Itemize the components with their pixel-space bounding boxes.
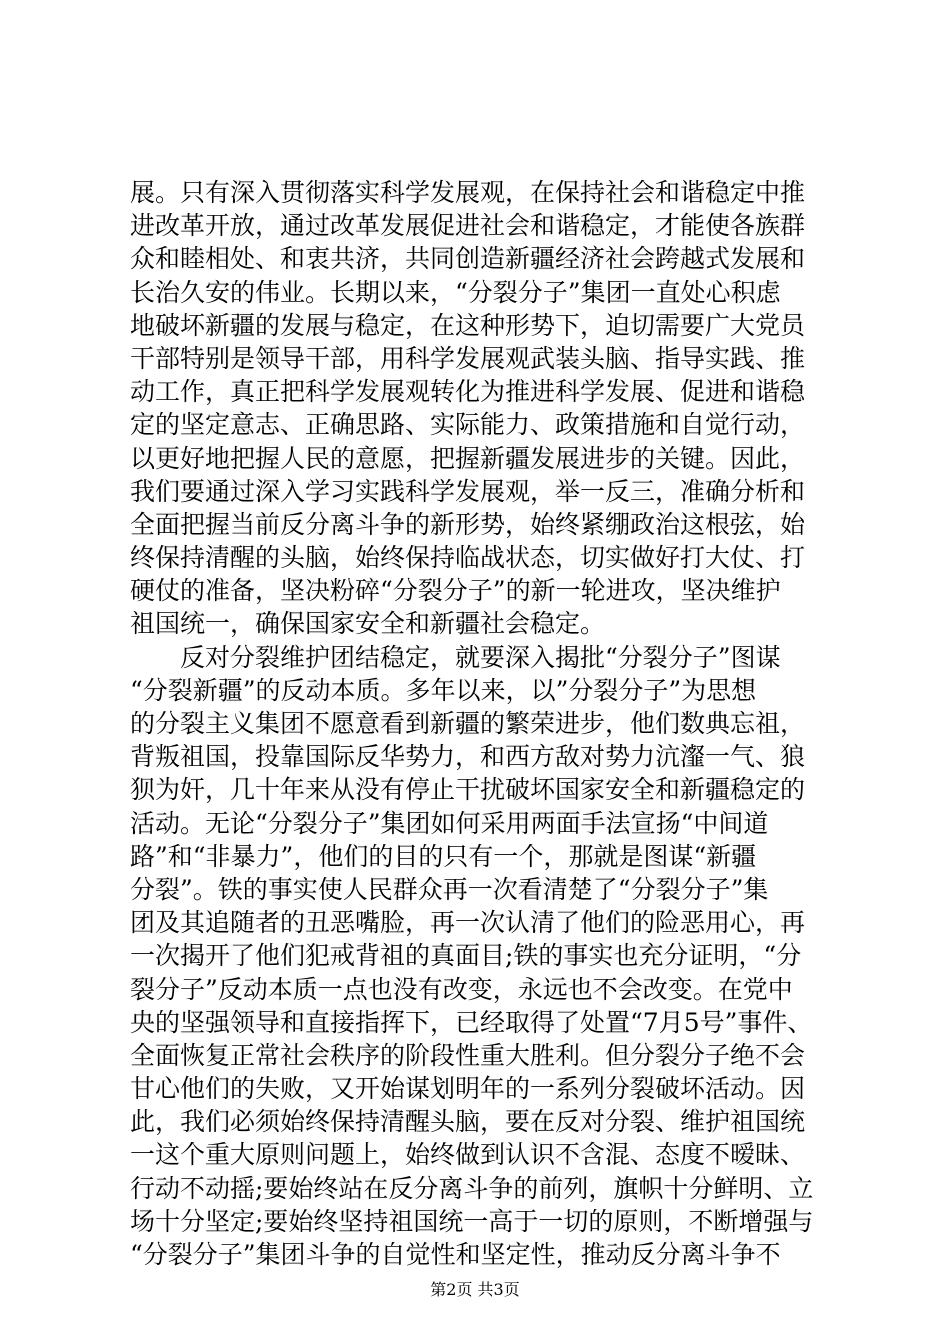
text-line: 甘心他们的失败，又开始谋划明年的一系列分裂破坏活动。因: [130, 1074, 806, 1104]
text-line: 动工作，真正把科学发展观转化为推进科学发展、促进和谐稳: [130, 377, 806, 407]
text-line: 长治久安的伟业。长期以来，“分裂分子”集团一直处心积虑: [130, 277, 781, 307]
text-line: 团及其追随者的丑恶嘴脸，再一次认清了他们的险恶用心，再: [130, 908, 806, 938]
text-line: 以更好地把握人民的意愿，把握新疆发展进步的关键。因此，: [130, 443, 806, 473]
text-line: 裂分子”反动本质一点也没有改变，永远也不会改变。在党中: [130, 974, 793, 1004]
text-line: 进改革开放，通过改革发展促进社会和谐稳定，才能使各族群: [130, 211, 806, 241]
text-line: 终保持清醒的头脑，始终保持临战状态，切实做好打大仗、打: [130, 543, 806, 573]
text-line: 一次揭开了他们犯戒背祖的真面目;铁的事实也充分证明，“分: [130, 941, 802, 971]
text-line: 分裂”。铁的事实使人民群众再一次看清楚了“分裂分子”集: [130, 874, 769, 904]
text-line: “分裂分子”集团斗争的自觉性和坚定性，推动反分离斗争不: [130, 1240, 781, 1269]
text-line: 干部特别是领导干部，用科学发展观武装头脑、指导实践、推: [130, 343, 806, 373]
page-number-label: 第2页 共3页: [430, 1280, 520, 1299]
text-line: 狈为奸，几十年来从没有停止干扰破坏国家安全和新疆稳定的: [130, 775, 806, 805]
text-line: 众和睦相处、和衷共济，共同创造新疆经济社会跨越式发展和: [130, 244, 806, 274]
text-line: 展。只有深入贯彻落实科学发展观，在保持社会和谐稳定中推: [130, 178, 806, 207]
text-line: 地破坏新疆的发展与稳定，在这种形势下，迫切需要广大党员: [130, 310, 806, 340]
text-line: 祖国统一，确保国家安全和新疆社会稳定。: [130, 609, 606, 639]
text-line: 定的坚定意志、正确思路、实际能力、政策措施和自觉行动，: [130, 410, 806, 440]
text-line: 反对分裂维护团结稳定，就要深入揭批“分裂分子”图谋: [130, 642, 781, 672]
body-text: [130, 176, 830, 1271]
text-line: 此，我们必须始终保持清醒头脑，要在反对分裂、维护祖国统: [130, 1107, 806, 1137]
text-line: 路”和“非暴力”，他们的目的只有一个，那就是图谋“新疆: [130, 841, 757, 871]
page-footer: [0, 1280, 950, 1300]
text-line: 的分裂主义集团不愿意看到新疆的繁荣进步，他们数典忘祖，: [130, 709, 806, 738]
text-line: 全面把握当前反分离斗争的新形势，始终紧绷政治这根弦，始: [130, 509, 806, 539]
text-line: 央的坚强领导和直接指挥下，已经取得了处置“7月5号”事件、: [130, 1007, 813, 1037]
text-line: 活动。无论“分裂分子”集团如何采用两面手法宣扬“中间道: [130, 808, 769, 838]
text-line: 硬仗的准备，坚决粉碎“分裂分子”的新一轮进攻，坚决维护: [130, 576, 781, 606]
text-line: 一这个重大原则问题上，始终做到认识不含混、态度不暧昧、: [130, 1140, 806, 1170]
text-line: 我们要通过深入学习实践科学发展观，举一反三，准确分析和: [130, 476, 806, 506]
text-line: 背叛祖国，投靠国际反华势力，和西方敌对势力沆瀣一气、狼: [130, 742, 806, 772]
text-line: 行动不动摇;要始终站在反分离斗争的前列，旗帜十分鲜明、立: [130, 1173, 814, 1203]
text-line: 全面恢复正常社会秩序的阶段性重大胜利。但分裂分子绝不会: [130, 1040, 806, 1070]
text-line: 场十分坚定;要始终坚持祖国统一高于一切的原则，不断增强与: [130, 1206, 814, 1236]
text-line: “分裂新疆”的反动本质。多年以来，以”分裂分子”为思想: [130, 675, 757, 705]
